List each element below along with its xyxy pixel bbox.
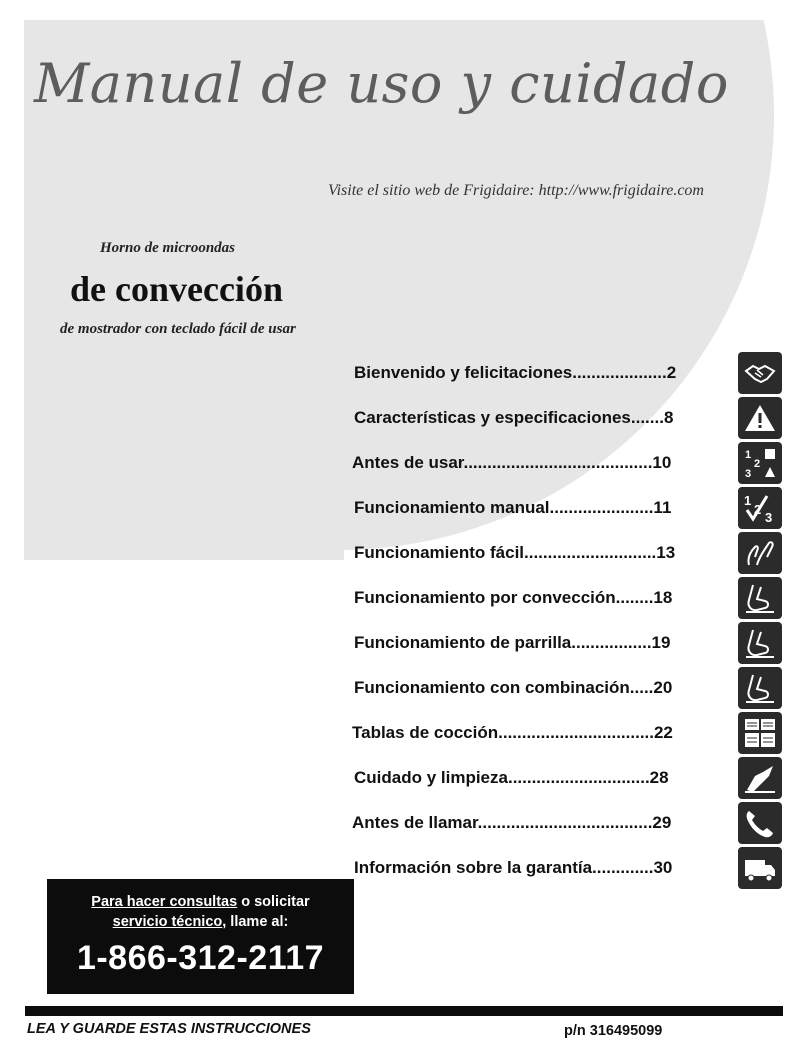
toc-item-label: Funcionamiento fácil............................13 [354,543,676,562]
finger-press-icon [738,622,782,664]
service-link[interactable]: servicio técnico [112,914,223,930]
toc-item[interactable] [354,352,676,394]
finger-press-icon [738,577,782,619]
toc-item[interactable] [354,487,671,529]
toc-item[interactable] [352,442,671,484]
phone-icon [738,802,782,844]
toc-item-label: Antes de usar........................................10 [352,453,672,472]
toc-item[interactable] [354,532,675,574]
part-number: p/n 316495099 [564,1023,663,1039]
product-line1: Horno de microondas [100,240,236,256]
divider [25,1006,783,1016]
contact-line1 [47,894,354,910]
handshake-icon [738,352,782,394]
finger-press-icon [738,667,782,709]
contact-mid: o solicitar [237,894,310,910]
toc-item[interactable] [352,712,673,754]
toc-item[interactable] [354,757,669,799]
checklist-123-icon [738,487,782,529]
svg-text:3: 3 [745,468,752,479]
toc-item[interactable] [354,847,672,889]
manual-title: Manual de uso y cuidado [34,52,729,115]
toc-item-label: Funcionamiento manual......................11 [354,498,672,517]
warning-icon [738,397,782,439]
toc-item-label: Cuidado y limpieza..............................28 [354,768,669,787]
tables-icon [738,712,782,754]
toc-item[interactable] [352,802,671,844]
toc-item[interactable] [354,577,672,619]
steps-123-icon [738,442,782,484]
toc-item-label: Funcionamiento de parrilla.................19 [354,633,671,652]
svg-text:2: 2 [754,502,762,517]
svg-text:3: 3 [765,510,773,524]
toc-item-label: Bienvenido y felicitaciones....................2 [354,363,677,382]
svg-text:1: 1 [744,493,752,508]
svg-text:2: 2 [754,458,761,470]
toc-item-label: Funcionamiento por convección........18 [354,588,673,607]
toc-item-label: Características y especificaciones.......8 [354,408,674,427]
hands-icon [738,532,782,574]
truck-icon [738,847,782,889]
phone-number[interactable]: 1-866-312-2117 [76,939,325,977]
toc-item[interactable] [354,667,672,709]
toc-item[interactable] [354,397,673,439]
consultas-link[interactable]: Para hacer consultas [91,894,238,910]
contact-tail: , llame al: [222,914,289,930]
toc-item-label: Información sobre la garantía.............30 [354,858,673,877]
website-line: Visite el sitio web de Frigidaire: http://www.frigidaire.com [328,182,704,199]
cleaning-hand-icon [738,757,782,799]
product-line3: de mostrador con teclado fácil de usar [60,321,296,337]
contact-line2 [47,914,354,930]
product-line2: de convección [70,269,283,309]
toc-item-label: Funcionamiento con combinación.....20 [354,678,673,697]
toc-item[interactable] [354,622,670,664]
contact-box [47,879,354,994]
svg-text:1: 1 [745,449,752,461]
toc-item-label: Antes de llamar.....................................29 [352,813,672,832]
footer-instructions: LEA Y GUARDE ESTAS INSTRUCCIONES [27,1021,311,1037]
toc-item-label: Tablas de cocción.................................22 [352,723,673,742]
